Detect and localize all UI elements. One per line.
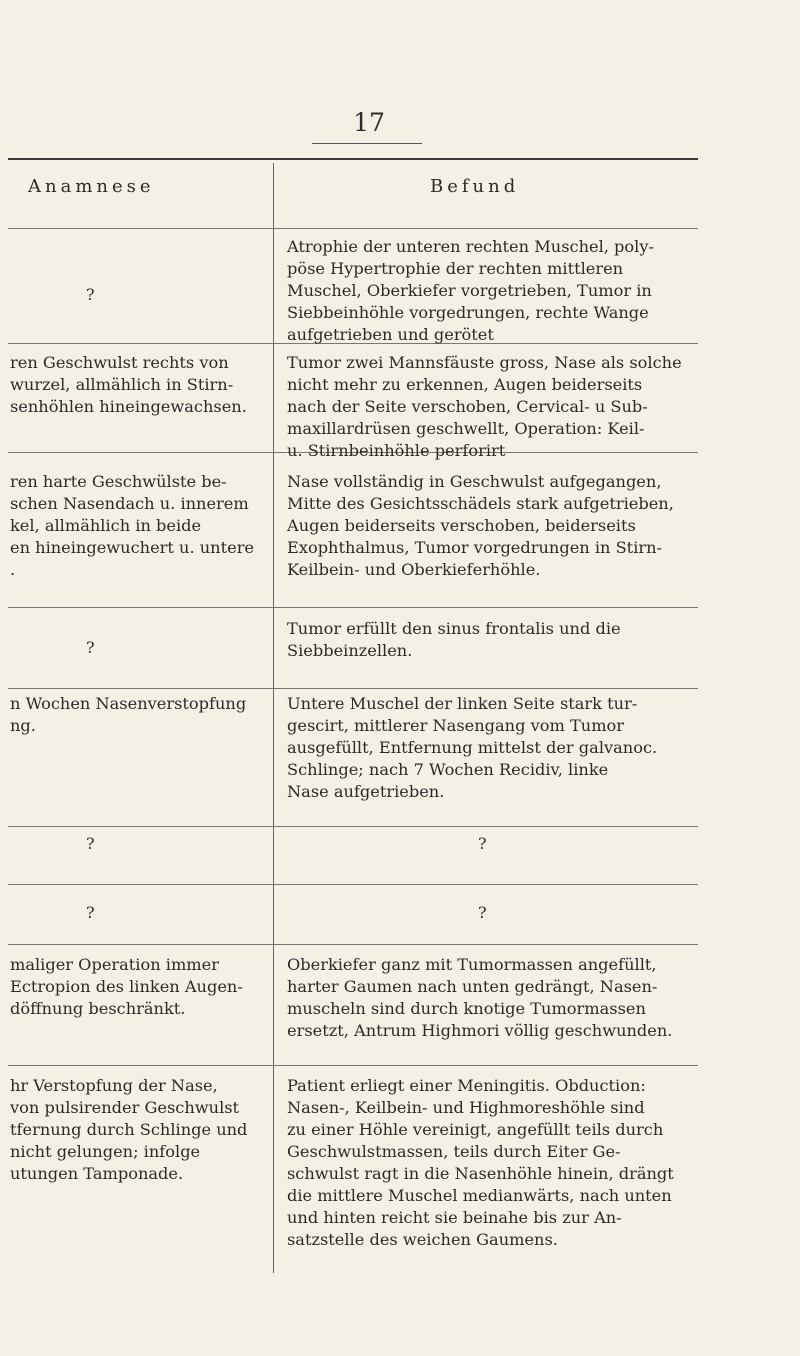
page-number: 17 [353,108,385,137]
header-anamnese: Anamnese [28,176,155,197]
befund-cell-2: Tumor zwei Mannsfäuste gross, Nase als solche nicht mehr zu erkennen, Augen beiderseits nach der Seite verschoben, Cervical- u Sub- maxillardrüsen geschwellt, Operation: Keil- u. Stirnbeinhöhle perforirt [287,353,682,460]
befund-cell-7: ? [478,903,487,922]
column-divider [273,163,274,1273]
anamnese-cell-7: ? [86,903,95,922]
row-divider [8,1065,698,1066]
anamnese-cell-1: ? [86,285,95,304]
row-divider [8,228,698,229]
anamnese-cell-4: ? [86,638,95,657]
befund-cell-8: Oberkiefer ganz mit Tumormassen angefüllt, harter Gaumen nach unten gedrängt, Nasen- muscheln sind durch knotige Tumormassen ersetzt, Antrum Highmori völlig geschwunden. [287,955,673,1040]
anamnese-cell-3: ren harte Geschwülste be- schen Nasendach u. innerem kel, allmählich in beide en hineingewuchert u. untere . [10,472,255,579]
befund-cell-1: Atrophie der unteren rechten Muschel, poly- pöse Hypertrophie der rechten mittleren Muschel, Oberkiefer vorgetrieben, Tumor in Siebbeinhöhle vorgedrungen, rechte Wange aufgetrieben und gerötet [287,237,654,344]
anamnese-cell-9: hr Verstopfung der Nase, von pulsirender Geschwulst tfernung durch Schlinge und nicht gelungen; infolge utungen Tamponade. [10,1076,248,1183]
befund-cell-4: Tumor erfüllt den sinus frontalis und die Siebbeinzellen. [287,619,621,660]
befund-cell-5: Untere Muschel der linken Seite stark tur- gescirt, mittlerer Nasengang vom Tumor ausgefüllt, Entfernung mittelst der galvanoc. Schlinge; nach 7 Wochen Recidiv, linke Nase aufgetrieben. [287,694,658,801]
page-number-underline [312,143,422,144]
befund-cell-9: Patient erliegt einer Meningitis. Obduction: Nasen-, Keilbein- und Highmoreshöhle sind zu einer Höhle vereinigt, angefüllt teils durch Geschwulstmassen, teils durch Eiter Ge- schwulst ragt in die Nasenhöhle hinein, drängt die mittlere Muschel medianwärts, nach unten und hinten reicht sie beinahe bis zur An- satzstelle des weichen Gaumens. [287,1076,674,1249]
row-divider [8,944,698,945]
anamnese-cell-8: maliger Operation immer Ectropion des linken Augen- döffnung beschränkt. [10,955,243,1018]
anamnese-cell-6: ? [86,834,95,853]
row-divider [8,826,698,827]
befund-cell-6: ? [478,834,487,853]
table-top-rule [8,158,698,160]
anamnese-cell-2: ren Geschwulst rechts von wurzel, allmählich in Stirn- senhöhlen hineingewachsen. [10,353,247,416]
row-divider [8,607,698,608]
row-divider [8,688,698,689]
befund-cell-3: Nase vollständig in Geschwulst aufgegangen, Mitte des Gesichtsschädels stark aufgetrieben, Augen beiderseits verschoben, beiderseits Exophthalmus, Tumor vorgedrungen in Stirn- Keilbein- und Oberkieferhöhle. [287,472,674,579]
row-divider [8,884,698,885]
header-befund: Befund [430,176,520,197]
anamnese-cell-5: n Wochen Nasenverstopfung ng. [10,694,247,735]
